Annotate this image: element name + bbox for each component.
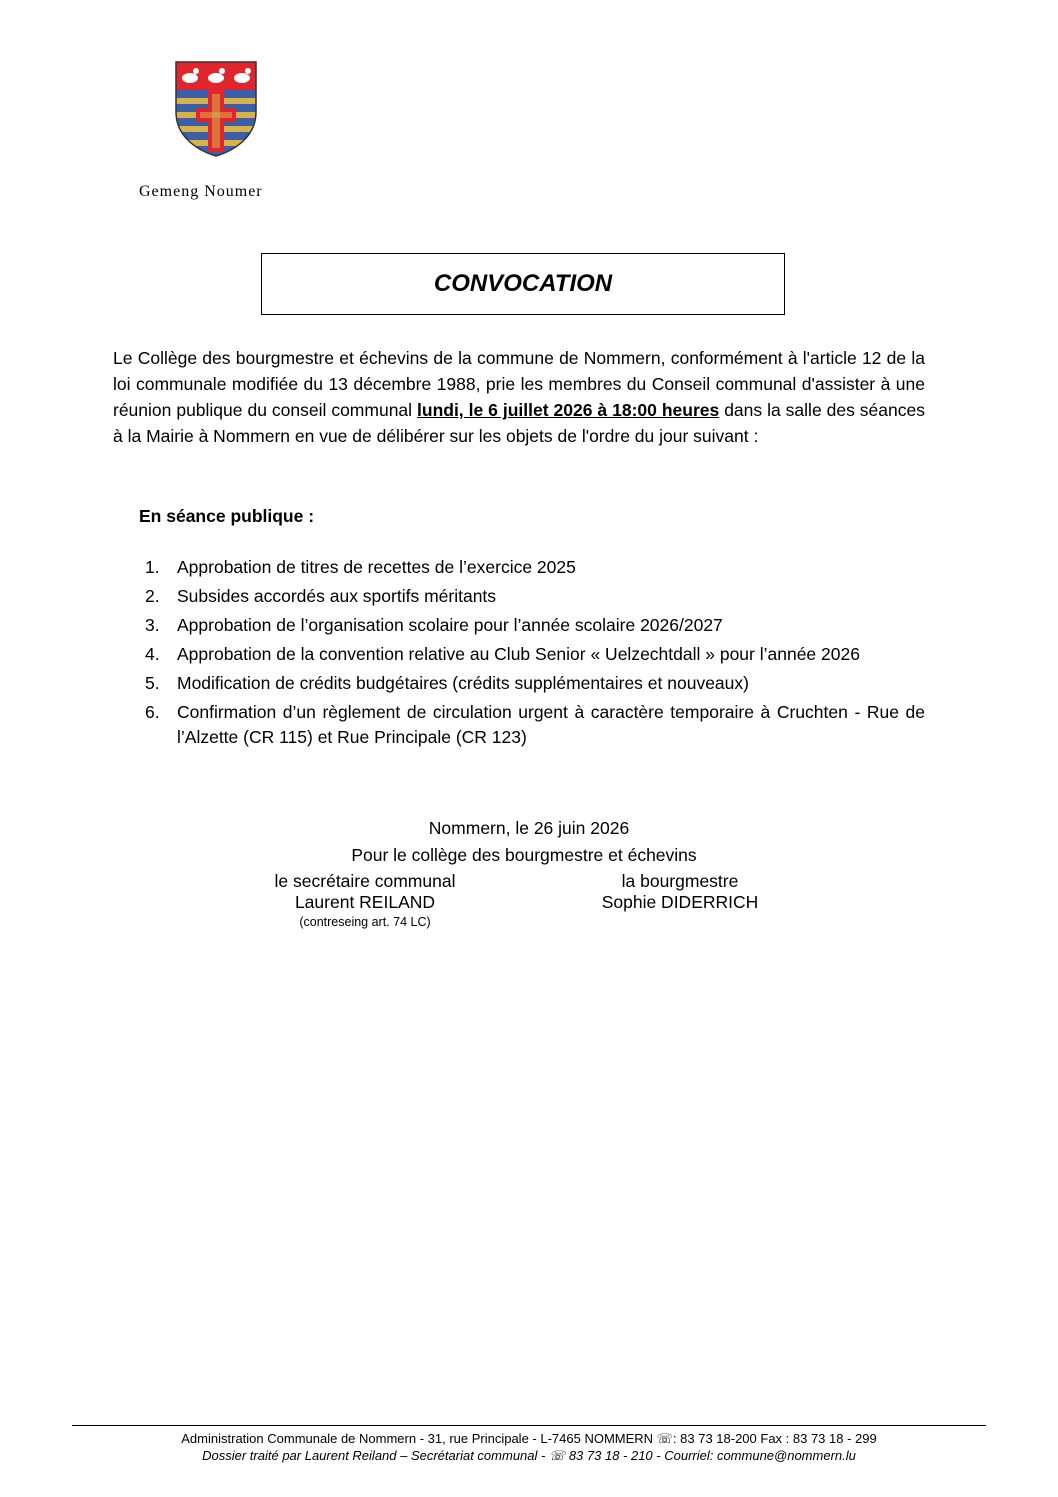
commune-name: Gemeng Noumer (139, 183, 263, 200)
agenda-item (139, 700, 925, 750)
agenda-item-text: Subsides accordés aux sportifs méritants (177, 586, 497, 606)
signature-place-date: Nommern, le 26 juin 2026 (428, 818, 630, 838)
section-heading: En séance publique : (139, 506, 315, 526)
agenda-item-text: Modification de crédits budgétaires (crédits supplémentaires et nouveaux) (177, 673, 749, 693)
signatory-note: (contreseing art. 74 LC) (299, 915, 431, 929)
coat-of-arms-icon (174, 60, 258, 158)
footer-divider (72, 1425, 986, 1426)
agenda-item-text: Approbation de titres de recettes de l’exercice 2025 (177, 557, 576, 577)
agenda-item-number: 5. (145, 673, 160, 693)
intro-paragraph (113, 345, 925, 449)
footer-address: Administration Communale de Nommern - 31, rue Principale - L-7465 NOMMERN ☏: 83 73 18-200 Fax : 83 73 18 - 299 (181, 1431, 877, 1446)
agenda-item-text: Approbation de la convention relative au Club Senior « Uelzechtdall » pour l’année 2026 (177, 644, 860, 664)
agenda-list (139, 555, 925, 754)
intro-text-after: dans la salle des séances à la Mairie à Nommern en vue de délibérer sur les objets de l'ordre du jour suivant : (113, 400, 925, 446)
agenda-item (139, 613, 925, 638)
title-box (261, 253, 785, 315)
agenda-item-text: Approbation de l’organisation scolaire pour l’année scolaire 2026/2027 (177, 615, 723, 635)
agenda-item-number: 4. (145, 644, 160, 664)
signature-on-behalf: Pour le collège des bourgmestre et échevins (351, 845, 697, 865)
meeting-date-highlight: lundi, le 6 juillet 2026 à 18:00 heures (417, 400, 720, 420)
agenda-item-number: 2. (145, 586, 160, 606)
agenda-item (139, 642, 925, 667)
signatory-role: le secrétaire communal (274, 871, 456, 891)
signature-right-block (560, 871, 800, 913)
document-title: CONVOCATION (433, 270, 613, 297)
agenda-item-number: 6. (145, 702, 160, 722)
agenda-item (139, 584, 925, 609)
agenda-item (139, 555, 925, 580)
footer-contact: Dossier traité par Laurent Reiland – Secrétariat communal - ☏ 83 73 18 - 210 - Courriel: commune@nommern.lu (202, 1448, 856, 1463)
signatory-name: Laurent REILAND (294, 892, 436, 912)
agenda-item (139, 671, 925, 696)
signatory-name: Sophie DIDERRICH (601, 892, 759, 912)
agenda-item-text: Confirmation d’un règlement de circulation urgent à caractère temporaire à Cruchten - Rue de l’Alzette (CR 115) et Rue Principale (CR 123) (177, 702, 925, 747)
intro-text-before: Le Collège des bourgmestre et échevins de la commune de Nommern, conformément à l'article 12 de la loi communale modifiée du 13 décembre 1988, prie les membres du Conseil communal d'assister à une réunion publique du conseil communal (113, 348, 925, 420)
agenda-item-number: 3. (145, 615, 160, 635)
signature-left-block (230, 871, 500, 931)
signatory-role: la bourgmestre (621, 871, 739, 891)
agenda-item-number: 1. (145, 557, 160, 577)
footer (0, 1430, 1058, 1464)
